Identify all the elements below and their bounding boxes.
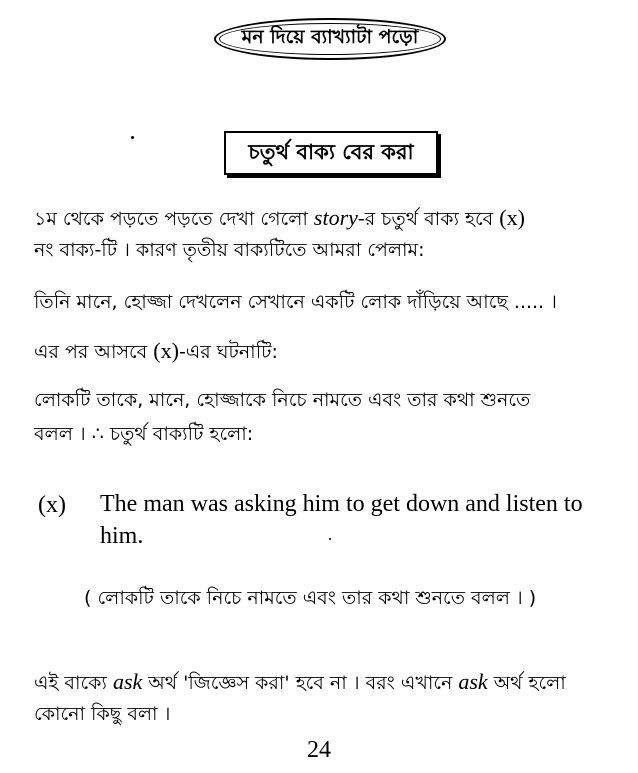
text-run: অর্থ হলো xyxy=(487,672,566,694)
note-line-2 xyxy=(34,700,630,728)
english-term: ask xyxy=(112,669,143,694)
text-run: -এর ঘটনাটি: xyxy=(178,341,278,363)
text-run: ১ম থেকে পড়তে পড়তে দেখা গেলো xyxy=(34,208,314,230)
page-number: 24 xyxy=(307,737,331,763)
sentence-marker: (x) xyxy=(499,205,525,230)
paragraph-2-line-1 xyxy=(34,288,630,316)
text-run: এর পর আসবে xyxy=(34,341,154,363)
text-run: বলল । ∴ চতুর্থ বাক্যটি হলো: xyxy=(34,423,254,445)
sentence-marker: (x) xyxy=(153,338,179,363)
paragraph-1-line-2 xyxy=(34,236,630,264)
example-label: (x) xyxy=(38,492,66,518)
note-line-1 xyxy=(34,668,630,697)
oval-title: মন দিয়ে ব্যাখ্যাটা পড়ো xyxy=(241,26,419,48)
text-run: -র চতুর্থ বাক্য হবে xyxy=(357,208,500,230)
section-heading-box xyxy=(224,131,438,175)
english-term: ask xyxy=(458,669,488,694)
paragraph-4-line-1 xyxy=(34,386,630,414)
example-translation: ( লোকটি তাকে নিচে নামতে এবং তার কথা শুনতে বলল । ) xyxy=(84,587,537,609)
paragraph-3-line-1 xyxy=(34,337,630,366)
example-sentence: The man was asking him to get down and listen to him. xyxy=(100,491,583,549)
text-run: কোনো কিছু বলা । xyxy=(34,703,171,725)
section-heading: চতুর্থ বাক্য বের করা xyxy=(248,139,414,164)
paragraph-4-line-2 xyxy=(34,420,630,448)
text-run: তিনি মানে, হোজ্জা দেখলেন সেখানে একটি লোক দাঁড়িয়ে আছে ..... । xyxy=(34,291,557,313)
scan-speck xyxy=(131,136,134,139)
paragraph-1-line-1 xyxy=(34,204,630,233)
english-term: story xyxy=(313,205,358,230)
text-run: লোকটি তাকে, মানে, হোজ্জাকে নিচে নামতে এবং তার কথা শুনতে xyxy=(34,389,531,411)
text-run: অর্থ 'জিজ্ঞেস করা' হবে না । বরং এখানে xyxy=(142,672,459,694)
oval-header xyxy=(214,18,446,60)
text-run: এই বাক্যে xyxy=(34,672,113,694)
text-run: নং বাক্য-টি । কারণ তৃতীয় বাক্যটিতে আমরা পেলাম: xyxy=(34,239,425,261)
